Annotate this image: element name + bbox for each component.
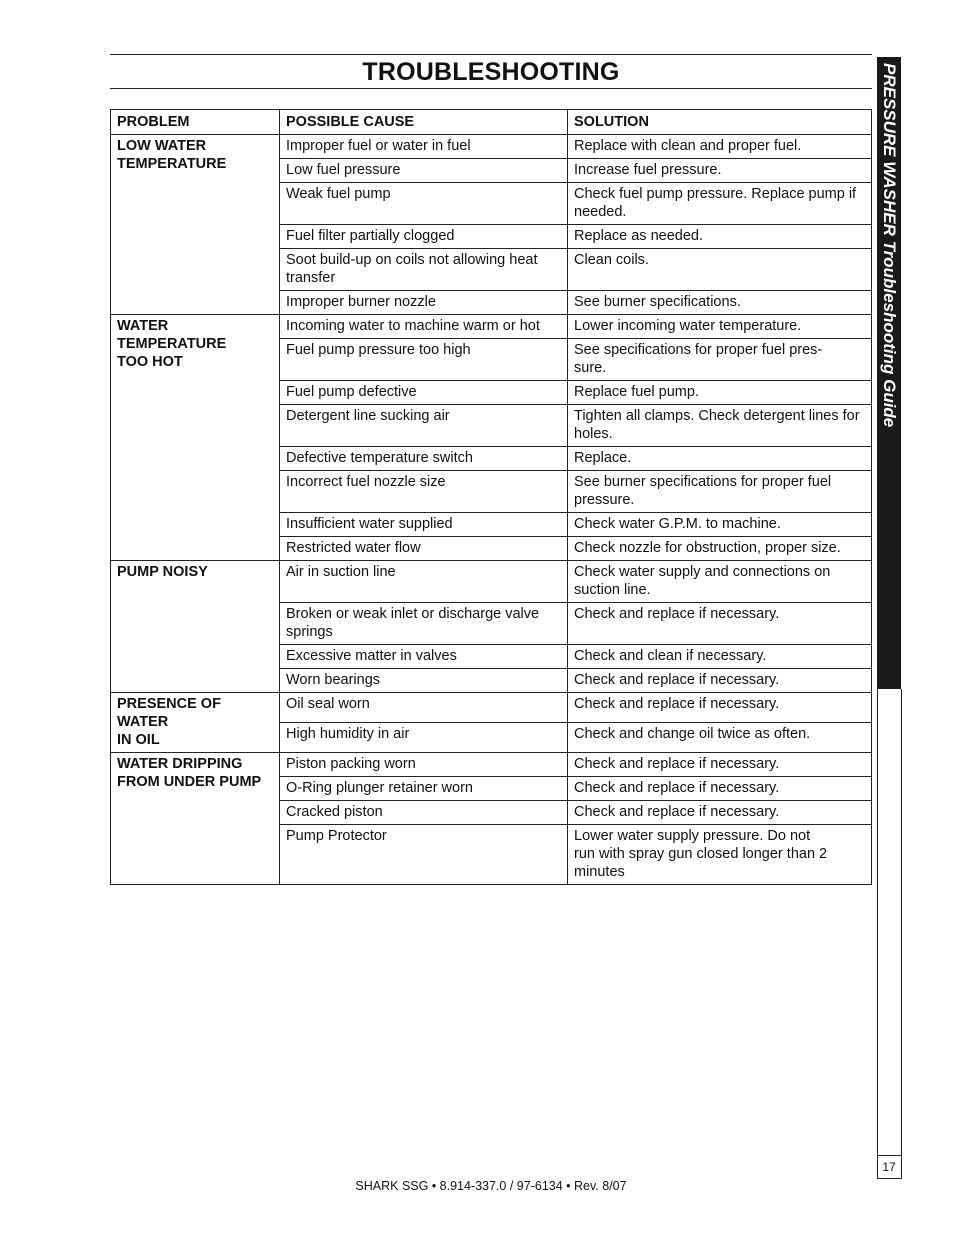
cause-cell: Defective temperature switch [280, 447, 568, 471]
cause-cell: Fuel pump pressure too high [280, 339, 568, 381]
table-body [111, 135, 872, 885]
header-solution: SOLUTION [568, 110, 872, 135]
side-strip [877, 689, 902, 1179]
cause-cell: Detergent line sucking air [280, 405, 568, 447]
footer-text: SHARK SSG • 8.914-337.0 / 97-6134 • Rev. 8/07 [355, 1179, 627, 1193]
cause-cell: Improper fuel or water in fuel [280, 135, 568, 159]
top-rule [110, 54, 872, 55]
table-row [111, 135, 872, 159]
page-number: 17 [877, 1155, 901, 1178]
header-possible-cause: POSSIBLE CAUSE [280, 110, 568, 135]
table-row [111, 315, 872, 339]
cause-cell: Cracked piston [280, 801, 568, 825]
cause-cell: Broken or weak inlet or discharge valve springs [280, 603, 568, 645]
table-row [111, 561, 872, 603]
solution-cell: See burner specifications. [568, 291, 872, 315]
solution-cell: Check water G.P.M. to machine. [568, 513, 872, 537]
cause-cell: Incorrect fuel nozzle size [280, 471, 568, 513]
solution-cell: Clean coils. [568, 249, 872, 291]
page-title: TROUBLESHOOTING [362, 58, 620, 86]
solution-cell: See burner specifications for proper fuel pressure. [568, 471, 872, 513]
cause-cell: Weak fuel pump [280, 183, 568, 225]
title-rule [110, 88, 872, 89]
section-side-tab [877, 57, 901, 689]
solution-cell: Check and replace if necessary. [568, 669, 872, 693]
troubleshooting-table [110, 109, 872, 885]
problem-cell: PRESENCE OF WATER IN OIL [111, 693, 280, 753]
solution-cell: Tighten all clamps. Check detergent lines for holes. [568, 405, 872, 447]
solution-cell: Replace. [568, 447, 872, 471]
solution-cell: See specifications for proper fuel pres- sure. [568, 339, 872, 381]
solution-cell: Check and replace if necessary. [568, 753, 872, 777]
solution-cell: Check and replace if necessary. [568, 693, 872, 723]
cause-cell: Incoming water to machine warm or hot [280, 315, 568, 339]
cause-cell: High humidity in air [280, 723, 568, 753]
solution-cell: Check nozzle for obstruction, proper size. [568, 537, 872, 561]
solution-cell: Check and replace if necessary. [568, 801, 872, 825]
cause-cell: Low fuel pressure [280, 159, 568, 183]
cause-cell: Oil seal worn [280, 693, 568, 723]
table-row [111, 753, 872, 777]
problem-cell: WATER DRIPPING FROM UNDER PUMP [111, 753, 280, 885]
cause-cell: Fuel filter partially clogged [280, 225, 568, 249]
solution-cell: Check fuel pump pressure. Replace pump if needed. [568, 183, 872, 225]
solution-cell: Check and clean if necessary. [568, 645, 872, 669]
solution-cell: Check and change oil twice as often. [568, 723, 872, 753]
cause-cell: Air in suction line [280, 561, 568, 603]
problem-cell: PUMP NOISY [111, 561, 280, 693]
solution-cell: Lower water supply pressure. Do not run with spray gun closed longer than 2 minutes [568, 825, 872, 885]
solution-cell: Check and replace if necessary. [568, 777, 872, 801]
cause-cell: Fuel pump defective [280, 381, 568, 405]
solution-cell: Lower incoming water temperature. [568, 315, 872, 339]
solution-cell: Replace with clean and proper fuel. [568, 135, 872, 159]
solution-cell: Increase fuel pressure. [568, 159, 872, 183]
cause-cell: Pump Protector [280, 825, 568, 885]
cause-cell: Worn bearings [280, 669, 568, 693]
cause-cell: Insufficient water supplied [280, 513, 568, 537]
cause-cell: Improper burner nozzle [280, 291, 568, 315]
solution-cell: Check water supply and connections on suction line. [568, 561, 872, 603]
problem-cell: WATER TEMPERATURE TOO HOT [111, 315, 280, 561]
table-header-row [111, 110, 872, 135]
cause-cell: Piston packing worn [280, 753, 568, 777]
cause-cell: Restricted water flow [280, 537, 568, 561]
cause-cell: Excessive matter in valves [280, 645, 568, 669]
solution-cell: Replace fuel pump. [568, 381, 872, 405]
side-tab-label: PRESSURE WASHER Troubleshooting Guide [880, 63, 899, 428]
header-problem: PROBLEM [111, 110, 280, 135]
problem-cell: LOW WATER TEMPERATURE [111, 135, 280, 315]
cause-cell: O-Ring plunger retainer worn [280, 777, 568, 801]
table-row [111, 693, 872, 723]
solution-cell: Replace as needed. [568, 225, 872, 249]
cause-cell: Soot build-up on coils not allowing heat transfer [280, 249, 568, 291]
solution-cell: Check and replace if necessary. [568, 603, 872, 645]
